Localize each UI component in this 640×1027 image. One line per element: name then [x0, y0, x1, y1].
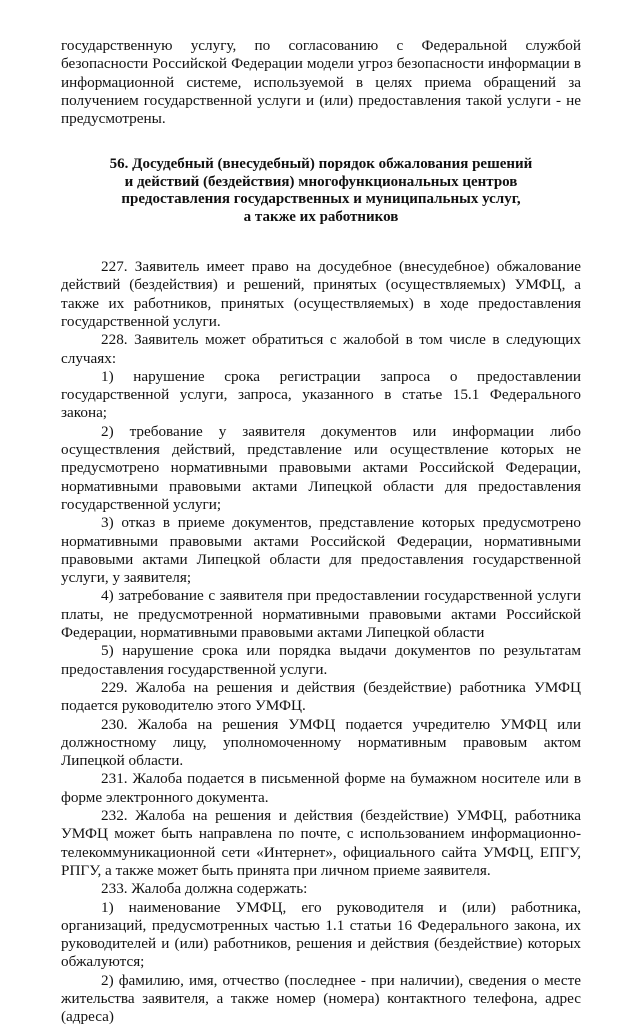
section-heading-line: а также их работников: [243, 208, 399, 225]
paragraph-233: 233. Жалоба должна содержать:: [101, 880, 308, 898]
section-heading-line: 56. Досудебный (внесудебный) порядок обжалования решений: [109, 156, 533, 173]
paragraph-227: 227. Заявитель имеет право на досудебное (внесудебное) обжалование действий (бездействия) и решений, принятых (осуществляемых) УМФЦ, а также их работников, принятых (осуществляемых) в ходе предоставления государственной услуги.: [61, 258, 581, 330]
list-item-228-3: 3) отказ в приеме документов, представление которых предусмотрено нормативными правовыми актами Российской Федерации, нормативными правовыми актами Липецкой области для предоставления государственной услуги, у заявителя;: [61, 514, 581, 587]
paragraph-230: 230. Жалоба на решения УМФЦ подается учредителю УМФЦ или должностному лицу, уполномоченному нормативным правовым актом Липецкой области.: [61, 715, 581, 770]
paragraph-228: 228. Заявитель может обратиться с жалобой в том числе в следующих случаях:: [61, 331, 581, 367]
list-item-228-2: 2) требование у заявителя документов или информации либо осуществления действий, представление или осуществление которых не предусмотрено нормативными правовыми актами Российской Федерации, нормативными правовыми актами Липецкой области для предоставления государственной услуги;: [61, 422, 581, 513]
list-item-228-1: 1) нарушение срока регистрации запроса о предоставлении государственной услуги, запроса, указанного в статье 15.1 Федерального закона;: [61, 367, 581, 422]
list-item-233-1: 1) наименование УМФЦ, его руководителя и (или) работника, организаций, предусмотренных частью 1.1 статьи 16 Федерального закона, их руководителей и (или) работников, решения и действия (бездействие) которых обжалуются;: [61, 898, 581, 971]
list-item-228-5: 5) нарушение срока или порядка выдачи документов по результатам предоставления государственной услуги.: [61, 642, 581, 678]
paragraph-232: 232. Жалоба на решения и действия (бездействие) УМФЦ, работника УМФЦ может быть направлена по почте, с использованием информационно-телекоммуникационной сети «Интернет», официального сайта УМФЦ, ЕПГУ, РПГУ, а также может быть принята при личном приеме заявителя.: [61, 807, 581, 879]
section-heading-line: и действий (бездействия) многофункциональных центров: [124, 173, 518, 190]
list-item-228-4: 4) затребование с заявителя при предоставлении государственной услуги платы, не предусмотренной нормативными правовыми актами Российской Федерации, нормативными правовыми актами Липецкой области: [61, 587, 581, 642]
section-heading-line: предоставления государственных и муниципальных услуг,: [121, 191, 521, 208]
list-item-233-2: 2) фамилию, имя, отчество (последнее - при наличии), сведения о месте жительства заявителя, а также номер (номера) контактного телефона, адрес (адреса): [61, 971, 581, 1026]
paragraph-229: 229. Жалоба на решения и действия (бездействие) работника УМФЦ подается руководителю этого УМФЦ.: [61, 678, 581, 715]
document-body: [61, 37, 581, 1027]
section-heading: [61, 156, 581, 226]
paragraph-231: 231. Жалоба подается в письменной форме на бумажном носителе или в форме электронного документа.: [61, 770, 581, 806]
intro-paragraph: государственную услугу, по согласованию с Федеральной службой безопасности Российской Федерации модели угроз безопасности информации в информационной системе, используемой в целях приема обращений за получением государственной услуги и (или) предоставления такой услуги - не предусмотрены.: [61, 37, 581, 128]
